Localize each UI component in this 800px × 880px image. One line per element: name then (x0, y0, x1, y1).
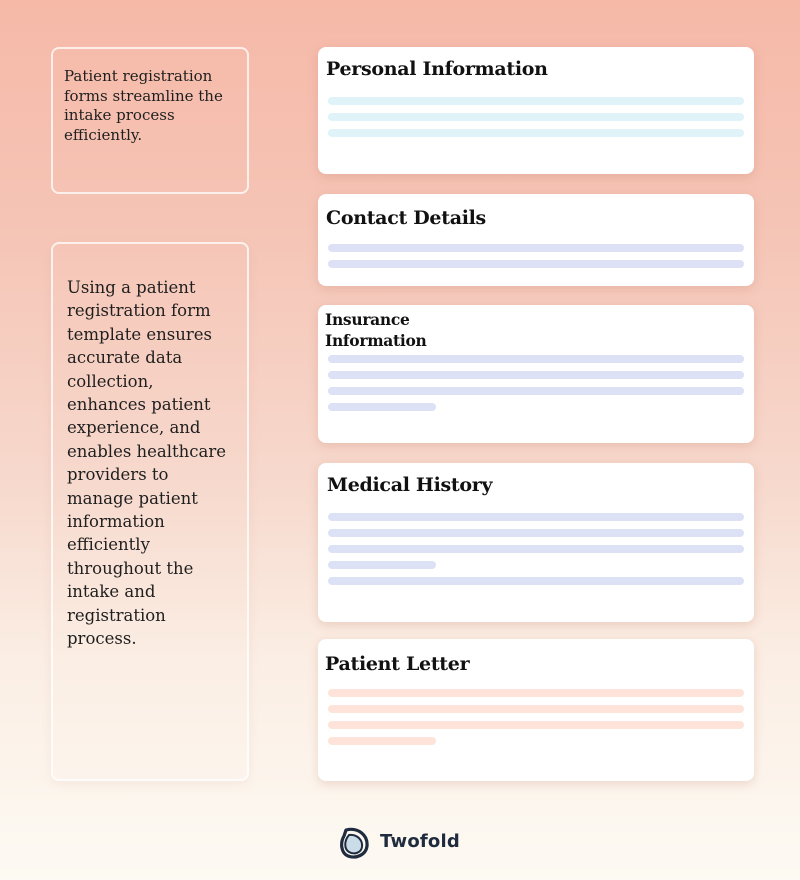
placeholder-line (328, 577, 744, 585)
placeholder-line (328, 721, 744, 729)
brand-name: Twofold (380, 831, 460, 852)
placeholder-line (328, 355, 744, 363)
placeholder-line (328, 529, 744, 537)
contact-details-title: Contact Details (326, 207, 486, 229)
detail-card (51, 242, 249, 781)
patient-letter-title: Patient Letter (325, 653, 470, 675)
insurance-information-title: Insurance Information (325, 310, 427, 350)
twofold-logo (338, 826, 478, 860)
placeholder-line (328, 689, 744, 697)
contact-details-card[interactable] (318, 194, 754, 286)
intro-card (51, 47, 249, 194)
placeholder-line (328, 561, 436, 569)
personal-information-card[interactable] (318, 47, 754, 174)
placeholder-line (328, 513, 744, 521)
patient-letter-card[interactable] (318, 639, 754, 781)
placeholder-line (328, 737, 436, 745)
placeholder-line (328, 244, 744, 252)
detail-text: Using a patient registration form template ensures accurate data collection, enhances patient experience, and enables healthcare providers to manage patient information efficiently throughout the intake and registration process. (67, 278, 227, 649)
placeholder-line (328, 113, 744, 121)
placeholder-line (328, 387, 744, 395)
intro-text: Patient registration forms streamline the intake process efficiently. (64, 67, 223, 144)
placeholder-line (328, 545, 744, 553)
placeholder-line (328, 371, 744, 379)
placeholder-line (328, 403, 436, 411)
placeholder-line (328, 97, 744, 105)
twofold-logo-icon (338, 826, 372, 860)
medical-history-title: Medical History (327, 474, 493, 496)
personal-information-title: Personal Information (326, 58, 548, 80)
placeholder-line (328, 129, 744, 137)
insurance-information-card[interactable] (318, 305, 754, 443)
placeholder-line (328, 705, 744, 713)
medical-history-card[interactable] (318, 463, 754, 622)
placeholder-line (328, 260, 744, 268)
